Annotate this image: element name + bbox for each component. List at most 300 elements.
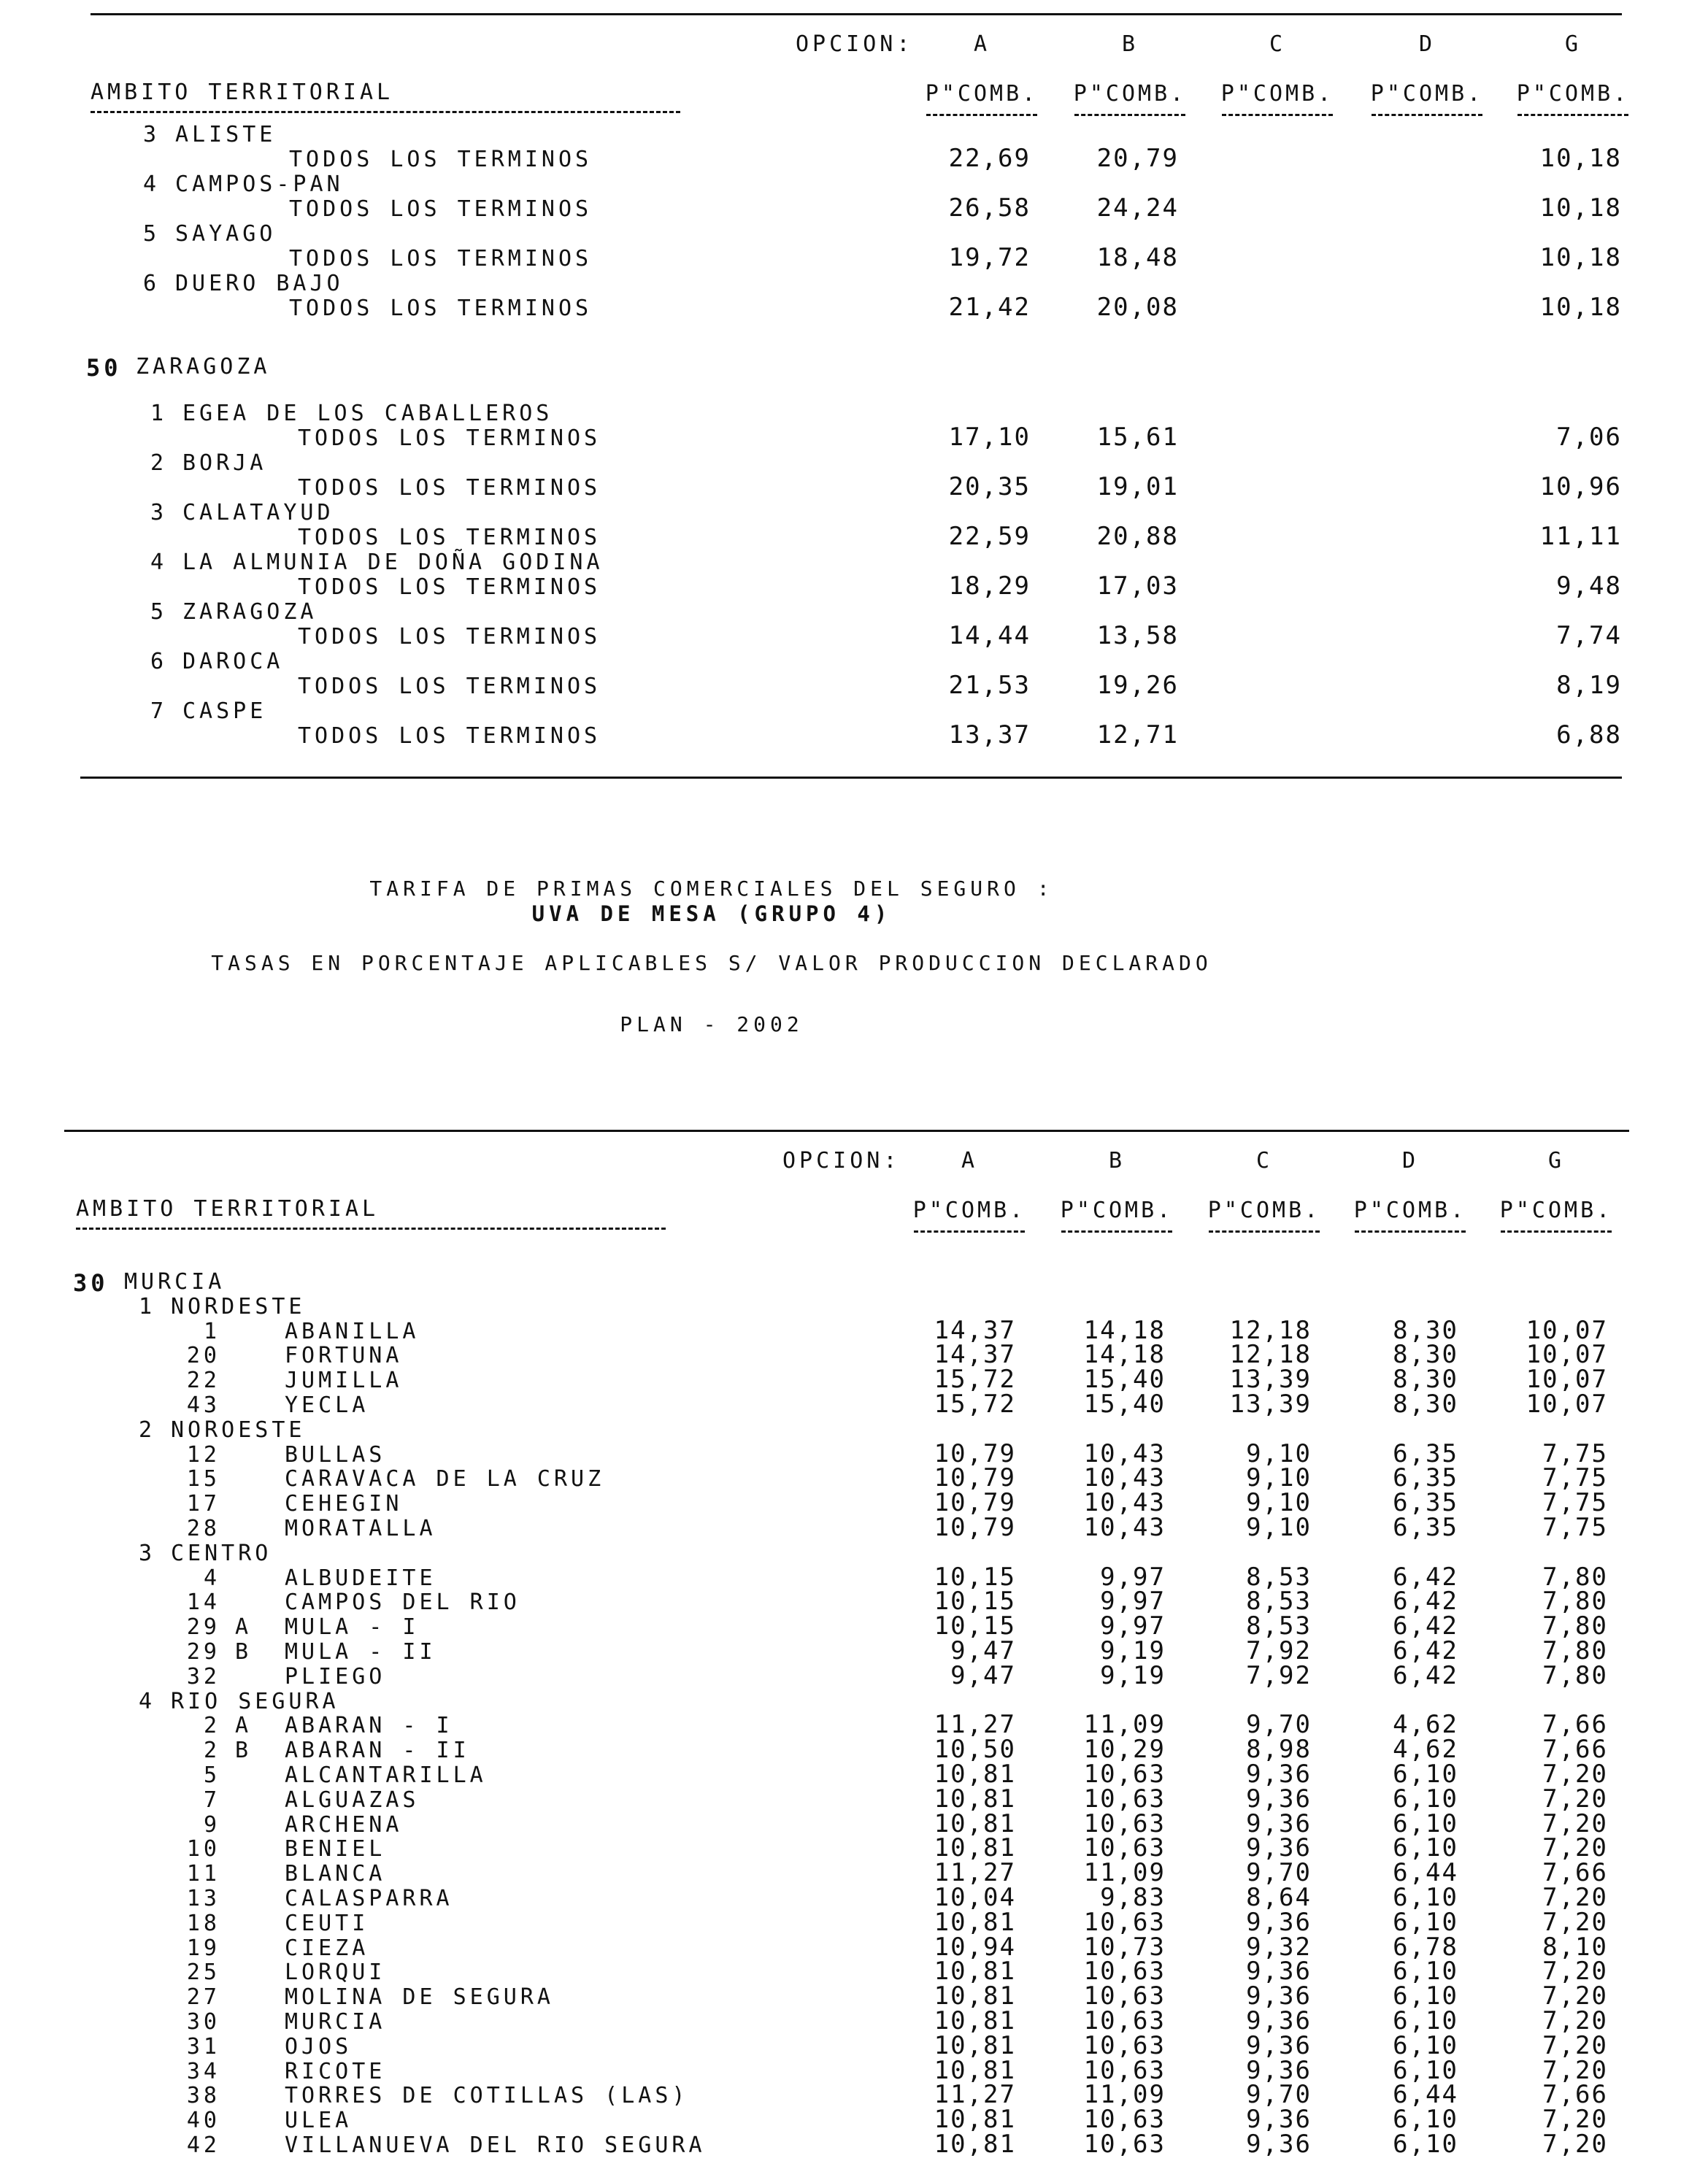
s2-value-G: 7,75 [1542, 1488, 1608, 1517]
s2-value-B: 9,19 [1100, 1636, 1166, 1665]
s2-value-A: 14,37 [934, 1316, 1016, 1345]
s2-value-G: 7,20 [1542, 2130, 1608, 2159]
s1-value-B: 17,03 [1096, 571, 1179, 601]
s2-value-A: 10,81 [934, 1760, 1016, 1789]
s2-municipio-code: 12 [186, 1442, 220, 1468]
s2-value-B: 11,09 [1083, 2080, 1166, 2109]
s2-value-A: 10,81 [934, 2031, 1016, 2060]
s1-col-letter-C: C [1269, 31, 1286, 57]
s2-col-label-B: P"COMB. [1060, 1198, 1174, 1223]
s2-value-G: 7,66 [1542, 2080, 1608, 2109]
s2-municipio-code: 2 [203, 1713, 220, 1738]
s2-municipio-code: 28 [186, 1516, 220, 1541]
s2-municipio-name: YECLA [285, 1392, 369, 1418]
s1-col-label-G: P"COMB. [1516, 81, 1630, 107]
s1-value-B: 20,79 [1096, 144, 1179, 173]
s1-comarca-name: CAMPOS-PAN [175, 172, 344, 197]
s2-municipio-name: ALCANTARILLA [285, 1762, 487, 1788]
s1-comarca-name: LA ALMUNIA DE DOÑA GODINA [182, 550, 604, 575]
s2-value-D: 6,10 [1393, 1809, 1458, 1838]
s1-value-A: 20,35 [948, 472, 1031, 501]
s2-value-D: 6,10 [1393, 1784, 1458, 1814]
s2-value-G: 7,20 [1542, 2031, 1608, 2060]
s2-value-G: 7,66 [1542, 1858, 1608, 1887]
s2-municipio-code: 14 [186, 1590, 220, 1615]
s2-value-G: 7,20 [1542, 1784, 1608, 1814]
s2-value-C: 9,10 [1246, 1488, 1312, 1517]
s1-value-A: 19,72 [948, 243, 1031, 272]
s2-value-C: 9,36 [1246, 1833, 1312, 1862]
s2-value-A: 9,47 [950, 1636, 1016, 1665]
s1-term-label: TODOS LOS TERMINOS [289, 147, 593, 172]
s2-comarca-name: NOROESTE [171, 1417, 306, 1443]
s2-municipio-name: CEUTI [285, 1911, 369, 1936]
s2-value-C: 9,10 [1246, 1513, 1312, 1542]
s1-value-A: 13,37 [948, 720, 1031, 750]
s2-value-B: 9,97 [1100, 1563, 1166, 1592]
s2-municipio-name: VILLANUEVA DEL RIO SEGURA [285, 2133, 706, 2158]
s1-value-A: 14,44 [948, 621, 1031, 650]
s1-col-underline-G [1517, 114, 1628, 116]
s2-value-D: 6,42 [1393, 1587, 1458, 1616]
s1-col-letter-D: D [1418, 31, 1436, 57]
s2-value-A: 15,72 [934, 1365, 1016, 1394]
s2-value-A: 9,47 [950, 1661, 1016, 1690]
s2-province-name: MURCIA [124, 1269, 226, 1295]
s2-value-B: 10,43 [1083, 1439, 1166, 1468]
s2-municipio-name: CIEZA [285, 1935, 369, 1961]
s1-comarca-number: 4 [143, 172, 161, 197]
s2-value-A: 10,81 [934, 1833, 1016, 1862]
s1-value-G: 8,19 [1556, 671, 1622, 700]
s2-comarca-name: CENTRO [171, 1541, 272, 1566]
s1-bottom-rule [80, 777, 1622, 779]
s2-value-G: 7,75 [1542, 1439, 1608, 1468]
s2-value-C: 12,18 [1229, 1340, 1312, 1369]
s1-value-A: 18,29 [948, 571, 1031, 601]
s1-term-label: TODOS LOS TERMINOS [298, 674, 601, 699]
s2-value-C: 8,53 [1246, 1611, 1312, 1641]
s1-value-B: 19,01 [1096, 472, 1179, 501]
s1-value-A: 21,53 [948, 671, 1031, 700]
s2-value-B: 9,97 [1100, 1587, 1166, 1616]
s1-value-G: 6,88 [1556, 720, 1622, 750]
s2-value-C: 9,70 [1246, 1710, 1312, 1739]
s2-municipio-code: 30 [186, 2009, 220, 2035]
s2-col-underline-B [1061, 1230, 1172, 1233]
s1-term-label: TODOS LOS TERMINOS [298, 425, 601, 451]
s1-comarca-number: 3 [143, 122, 161, 147]
s2-value-D: 8,30 [1393, 1365, 1458, 1394]
s2-comarca-name: RIO SEGURA [171, 1689, 339, 1714]
s1-comarca-name: ALISTE [175, 122, 277, 147]
s1-term-label: TODOS LOS TERMINOS [289, 296, 593, 321]
s2-municipio-code: 10 [186, 1836, 220, 1862]
s2-value-C: 9,36 [1246, 1908, 1312, 1937]
s2-municipio-name: LORQUI [285, 1960, 386, 1985]
s2-comarca-number: 3 [139, 1541, 156, 1566]
s2-value-D: 6,10 [1393, 1833, 1458, 1862]
s2-municipio-code: 38 [186, 2083, 220, 2108]
s1-value-A: 21,42 [948, 293, 1031, 322]
s1-term-label: TODOS LOS TERMINOS [298, 624, 601, 650]
s2-col-label-D: P"COMB. [1353, 1198, 1467, 1223]
s2-value-D: 6,10 [1393, 2130, 1458, 2159]
s2-value-C: 9,10 [1246, 1463, 1312, 1492]
s1-col-label-C: P"COMB. [1220, 81, 1334, 107]
s2-col-underline-A [914, 1230, 1025, 1233]
s2-municipio-code: 20 [186, 1343, 220, 1368]
s2-municipio-subcode: B [235, 1738, 253, 1763]
s1-col-underline-A [926, 114, 1037, 116]
s1-comarca-number: 6 [143, 271, 161, 296]
s2-value-A: 14,37 [934, 1340, 1016, 1369]
s1-comarca-number: 1 [150, 401, 168, 426]
s2-municipio-subcode: A [235, 1614, 253, 1640]
s2-municipio-code: 22 [186, 1368, 220, 1393]
s2-municipio-code: 17 [186, 1491, 220, 1517]
s2-col-underline-D [1355, 1230, 1466, 1233]
s1-term-label: TODOS LOS TERMINOS [289, 246, 593, 271]
s2-value-A: 10,04 [934, 1883, 1016, 1912]
s2-value-D: 8,30 [1393, 1390, 1458, 1419]
s1-term-label: TODOS LOS TERMINOS [298, 723, 601, 749]
s2-value-D: 4,62 [1393, 1710, 1458, 1739]
s2-ambito-underline [76, 1228, 666, 1230]
s2-value-C: 9,36 [1246, 2056, 1312, 2085]
s2-value-B: 9,83 [1100, 1883, 1166, 1912]
s2-value-C: 9,36 [1246, 1981, 1312, 2011]
title-line-1: TARIFA DE PRIMAS COMERCIALES DEL SEGURO : [369, 877, 1054, 901]
s2-value-B: 14,18 [1083, 1316, 1166, 1345]
s2-municipio-name: BLANCA [285, 1861, 386, 1887]
s2-municipio-name: ARCHENA [285, 1812, 403, 1838]
s2-value-A: 10,79 [934, 1513, 1016, 1542]
s1-term-label: TODOS LOS TERMINOS [298, 475, 601, 501]
s2-value-G: 8,10 [1542, 1933, 1608, 1962]
s1-ambito-label: AMBITO TERRITORIAL [91, 80, 394, 105]
s2-value-B: 10,63 [1083, 1908, 1166, 1937]
s2-value-C: 9,10 [1246, 1439, 1312, 1468]
s2-municipio-name: MURCIA [285, 2009, 386, 2035]
s2-comarca-name: NORDESTE [171, 1294, 306, 1319]
s2-value-D: 4,62 [1393, 1735, 1458, 1764]
s2-municipio-code: 11 [186, 1861, 220, 1887]
s2-value-A: 10,15 [934, 1563, 1016, 1592]
s2-opcion-label: OPCION: [782, 1148, 901, 1174]
s1-col-underline-B [1074, 114, 1185, 116]
s1-col-label-A: P"COMB. [925, 81, 1039, 107]
s2-municipio-code: 42 [186, 2133, 220, 2158]
title-line-3: TASAS EN PORCENTAJE APLICABLES S/ VALOR PRODUCCION DECLARADO [211, 951, 1212, 975]
s2-municipio-code: 5 [203, 1762, 220, 1788]
s2-value-B: 9,19 [1100, 1661, 1166, 1690]
s2-value-A: 15,72 [934, 1390, 1016, 1419]
s2-municipio-code: 13 [186, 1886, 220, 1911]
s2-value-G: 7,20 [1542, 1908, 1608, 1937]
s2-municipio-code: 34 [186, 2059, 220, 2084]
s1-comarca-name: EGEA DE LOS CABALLEROS [182, 401, 553, 426]
s2-municipio-code: 40 [186, 2108, 220, 2133]
s2-municipio-name: JUMILLA [285, 1368, 403, 1393]
s2-value-D: 6,42 [1393, 1611, 1458, 1641]
s1-opcion-label: OPCION: [796, 31, 914, 57]
s2-value-G: 7,20 [1542, 1981, 1608, 2011]
s2-value-C: 7,92 [1246, 1636, 1312, 1665]
s2-col-label-A: P"COMB. [912, 1198, 1026, 1223]
s2-municipio-name: ALBUDEITE [285, 1565, 436, 1591]
s2-value-B: 10,63 [1083, 2006, 1166, 2035]
s2-ambito-label: AMBITO TERRITORIAL [76, 1196, 380, 1222]
s1-comarca-name: DAROCA [182, 649, 284, 674]
s2-value-B: 10,63 [1083, 1981, 1166, 2011]
s2-value-A: 10,81 [934, 2105, 1016, 2134]
s1-value-G: 7,06 [1556, 423, 1622, 452]
s1-comarca-name: CALATAYUD [182, 500, 334, 525]
s2-value-C: 9,36 [1246, 1760, 1312, 1789]
s1-comarca-name: SAYAGO [175, 221, 277, 247]
s2-value-D: 6,10 [1393, 2006, 1458, 2035]
s2-municipio-name: TORRES DE COTILLAS (LAS) [285, 2083, 689, 2108]
s2-municipio-code: 18 [186, 1911, 220, 1936]
s2-value-C: 9,32 [1246, 1933, 1312, 1962]
s2-province-code: 30 [73, 1269, 109, 1297]
s2-value-G: 10,07 [1526, 1365, 1608, 1394]
s2-municipio-name: MOLINA DE SEGURA [285, 1984, 554, 2010]
s2-value-D: 6,42 [1393, 1661, 1458, 1690]
s2-col-letter-G: G [1547, 1148, 1565, 1174]
s2-col-underline-C [1209, 1230, 1320, 1233]
s1-value-G: 10,96 [1539, 472, 1622, 501]
s1-value-B: 20,88 [1096, 522, 1179, 551]
s2-municipio-name: ABARAN - I [285, 1713, 453, 1738]
s2-col-letter-D: D [1401, 1148, 1419, 1174]
s2-municipio-code: 43 [186, 1392, 220, 1418]
s2-value-C: 8,53 [1246, 1587, 1312, 1616]
s1-value-A: 17,10 [948, 423, 1031, 452]
s2-municipio-code: 31 [186, 2034, 220, 2060]
s2-value-A: 10,15 [934, 1587, 1016, 1616]
s2-municipio-code: 9 [203, 1812, 220, 1838]
s2-value-D: 6,10 [1393, 1908, 1458, 1937]
s2-col-letter-A: A [961, 1148, 978, 1174]
s2-value-G: 7,20 [1542, 1957, 1608, 1986]
s2-municipio-name: CAMPOS DEL RIO [285, 1590, 520, 1615]
s2-value-B: 10,63 [1083, 2031, 1166, 2060]
s2-col-letter-C: C [1255, 1148, 1273, 1174]
s2-value-D: 6,10 [1393, 1981, 1458, 2011]
s1-comarca-name: ZARAGOZA [182, 599, 318, 625]
s2-value-C: 8,53 [1246, 1563, 1312, 1592]
s2-value-B: 10,63 [1083, 2056, 1166, 2085]
s2-value-D: 8,30 [1393, 1340, 1458, 1369]
s1-comarca-name: DUERO BAJO [175, 271, 344, 296]
s1-col-label-B: P"COMB. [1073, 81, 1187, 107]
s2-municipio-code: 15 [186, 1466, 220, 1492]
s2-municipio-subcode: A [235, 1713, 253, 1738]
s1-value-B: 13,58 [1096, 621, 1179, 650]
s1-province-code: 50 [86, 354, 122, 382]
s1-value-B: 24,24 [1096, 193, 1179, 223]
s2-value-D: 8,30 [1393, 1316, 1458, 1345]
s2-value-B: 10,63 [1083, 1809, 1166, 1838]
s1-value-B: 18,48 [1096, 243, 1179, 272]
s1-col-underline-D [1372, 114, 1482, 116]
s2-municipio-code: 2 [203, 1738, 220, 1763]
s1-value-G: 11,11 [1539, 522, 1622, 551]
s2-value-D: 6,35 [1393, 1488, 1458, 1517]
s2-value-D: 6,10 [1393, 1883, 1458, 1912]
s2-value-D: 6,10 [1393, 1760, 1458, 1789]
s2-comarca-number: 2 [139, 1417, 156, 1443]
s2-value-C: 7,92 [1246, 1661, 1312, 1690]
s2-value-G: 7,80 [1542, 1587, 1608, 1616]
s2-municipio-code: 1 [203, 1319, 220, 1344]
s1-value-B: 15,61 [1096, 423, 1179, 452]
s2-value-A: 10,81 [934, 1981, 1016, 2011]
s1-value-A: 22,59 [948, 522, 1031, 551]
s2-value-A: 10,50 [934, 1735, 1016, 1764]
s2-value-C: 8,64 [1246, 1883, 1312, 1912]
s1-comarca-number: 7 [150, 698, 168, 724]
s2-value-G: 7,66 [1542, 1710, 1608, 1739]
s2-value-A: 10,15 [934, 1611, 1016, 1641]
s1-value-B: 12,71 [1096, 720, 1179, 750]
s2-value-B: 11,09 [1083, 1858, 1166, 1887]
title-line-4: PLAN - 2002 [620, 1012, 804, 1036]
s2-value-A: 10,94 [934, 1933, 1016, 1962]
s1-comarca-number: 3 [150, 500, 168, 525]
s1-value-A: 22,69 [948, 144, 1031, 173]
s2-value-B: 10,63 [1083, 1833, 1166, 1862]
s2-value-C: 9,36 [1246, 1957, 1312, 1986]
s2-value-C: 9,36 [1246, 1809, 1312, 1838]
s1-col-label-D: P"COMB. [1370, 81, 1484, 107]
s2-value-G: 7,20 [1542, 1883, 1608, 1912]
s2-municipio-name: CARAVACA DE LA CRUZ [285, 1466, 605, 1492]
s2-value-B: 11,09 [1083, 1710, 1166, 1739]
s2-value-G: 7,20 [1542, 1809, 1608, 1838]
s2-value-A: 10,81 [934, 1908, 1016, 1937]
s2-col-underline-G [1501, 1230, 1612, 1233]
s2-value-D: 6,35 [1393, 1439, 1458, 1468]
s2-value-B: 10,63 [1083, 1784, 1166, 1814]
s1-value-B: 19,26 [1096, 671, 1179, 700]
s1-value-G: 7,74 [1556, 621, 1622, 650]
s2-value-C: 12,18 [1229, 1316, 1312, 1345]
s2-value-D: 6,78 [1393, 1933, 1458, 1962]
s2-value-D: 6,44 [1393, 2080, 1458, 2109]
s2-value-B: 15,40 [1083, 1390, 1166, 1419]
s2-value-C: 13,39 [1229, 1365, 1312, 1394]
s2-value-G: 10,07 [1526, 1390, 1608, 1419]
s2-value-C: 9,36 [1246, 2105, 1312, 2134]
s2-value-D: 6,35 [1393, 1513, 1458, 1542]
s2-value-G: 7,80 [1542, 1563, 1608, 1592]
s2-value-A: 11,27 [934, 1858, 1016, 1887]
s2-municipio-code: 32 [186, 1664, 220, 1690]
s2-municipio-code: 29 [186, 1614, 220, 1640]
s2-municipio-name: PLIEGO [285, 1664, 386, 1690]
s1-term-label: TODOS LOS TERMINOS [289, 196, 593, 222]
s2-value-B: 10,29 [1083, 1735, 1166, 1764]
s1-comarca-number: 5 [143, 221, 161, 247]
s2-municipio-name: MULA - II [285, 1639, 436, 1665]
s1-province-name: ZARAGOZA [136, 354, 271, 380]
s1-term-label: TODOS LOS TERMINOS [298, 525, 601, 550]
s2-value-B: 10,63 [1083, 1957, 1166, 1986]
s2-value-B: 10,43 [1083, 1463, 1166, 1492]
title-line-2: UVA DE MESA (GRUPO 4) [531, 901, 892, 926]
s1-col-letter-B: B [1121, 31, 1139, 57]
s1-value-G: 10,18 [1539, 193, 1622, 223]
s2-municipio-name: BULLAS [285, 1442, 386, 1468]
s2-value-G: 7,75 [1542, 1513, 1608, 1542]
s1-value-G: 10,18 [1539, 293, 1622, 322]
s2-municipio-name: RICOTE [285, 2059, 386, 2084]
s2-value-C: 9,70 [1246, 2080, 1312, 2109]
s2-value-D: 6,10 [1393, 2031, 1458, 2060]
s1-term-label: TODOS LOS TERMINOS [298, 574, 601, 600]
s2-municipio-name: FORTUNA [285, 1343, 403, 1368]
s2-municipio-code: 25 [186, 1960, 220, 1985]
s1-comarca-number: 6 [150, 649, 168, 674]
s2-value-B: 9,97 [1100, 1611, 1166, 1641]
s2-value-B: 10,43 [1083, 1488, 1166, 1517]
s1-comarca-number: 5 [150, 599, 168, 625]
s2-municipio-code: 19 [186, 1935, 220, 1961]
s2-value-D: 6,10 [1393, 2056, 1458, 2085]
s2-value-B: 14,18 [1083, 1340, 1166, 1369]
s2-value-G: 10,07 [1526, 1340, 1608, 1369]
s2-municipio-name: ABARAN - II [285, 1738, 470, 1763]
s2-value-B: 10,63 [1083, 1760, 1166, 1789]
s2-value-G: 7,20 [1542, 2006, 1608, 2035]
s2-value-C: 9,36 [1246, 2130, 1312, 2159]
s2-value-B: 10,43 [1083, 1513, 1166, 1542]
s2-municipio-name: MORATALLA [285, 1516, 436, 1541]
s2-value-A: 10,81 [934, 1957, 1016, 1986]
s2-col-letter-B: B [1108, 1148, 1126, 1174]
s2-municipio-name: MULA - I [285, 1614, 420, 1640]
s2-value-G: 7,20 [1542, 2105, 1608, 2134]
s2-value-B: 15,40 [1083, 1365, 1166, 1394]
s1-value-G: 10,18 [1539, 144, 1622, 173]
s2-col-label-G: P"COMB. [1499, 1198, 1613, 1223]
s2-value-A: 10,79 [934, 1488, 1016, 1517]
s2-value-B: 10,63 [1083, 2105, 1166, 2134]
s2-value-A: 10,81 [934, 2130, 1016, 2159]
s2-col-label-C: P"COMB. [1207, 1198, 1321, 1223]
s2-value-G: 7,66 [1542, 1735, 1608, 1764]
s2-value-A: 10,81 [934, 1809, 1016, 1838]
s2-value-D: 6,42 [1393, 1563, 1458, 1592]
s2-value-A: 10,81 [934, 1784, 1016, 1814]
s2-value-C: 9,70 [1246, 1858, 1312, 1887]
s1-ambito-underline [91, 111, 680, 113]
s2-value-B: 10,63 [1083, 2130, 1166, 2159]
s1-value-A: 26,58 [948, 193, 1031, 223]
s1-comarca-name: CASPE [182, 698, 267, 724]
s2-municipio-subcode: B [235, 1639, 253, 1665]
s1-comarca-name: BORJA [182, 450, 267, 476]
s2-municipio-code: 4 [203, 1565, 220, 1591]
s2-municipio-code: 29 [186, 1639, 220, 1665]
s2-value-A: 10,79 [934, 1439, 1016, 1468]
s2-comarca-number: 4 [139, 1689, 156, 1714]
s2-value-G: 7,80 [1542, 1661, 1608, 1690]
s2-value-A: 10,81 [934, 2056, 1016, 2085]
